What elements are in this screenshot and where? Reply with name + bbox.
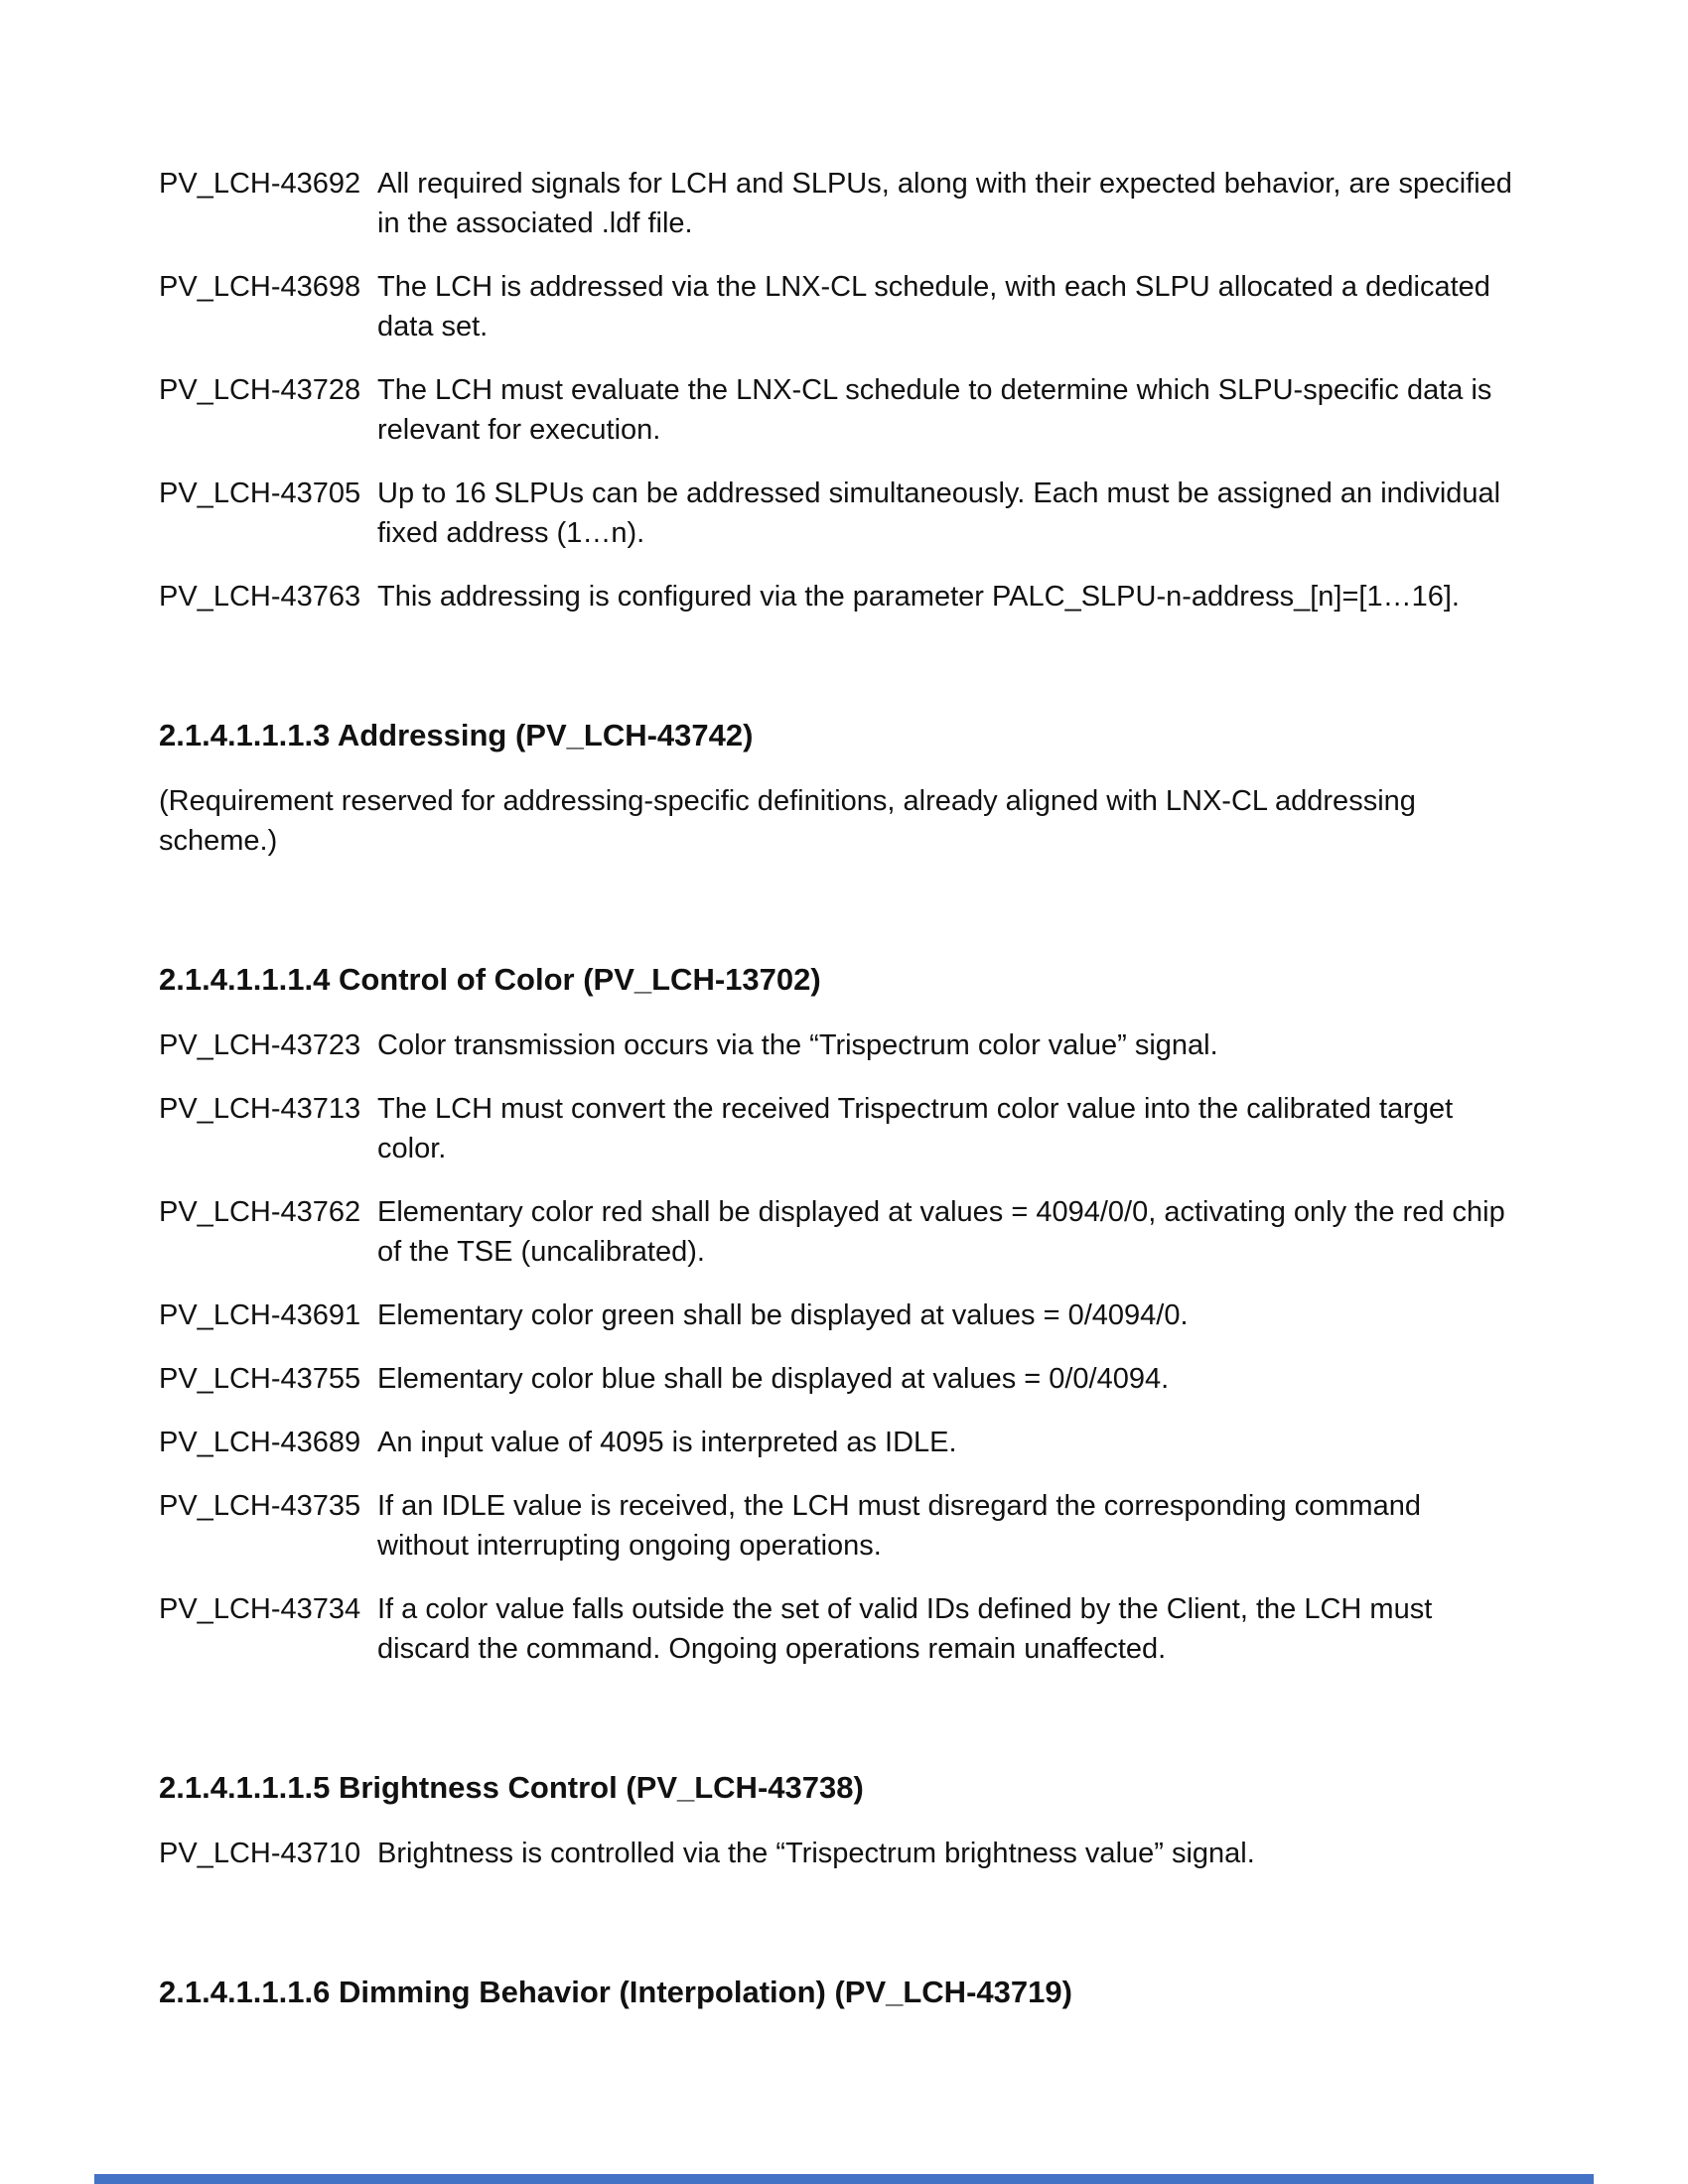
requirement-row — [159, 1359, 1529, 1399]
requirement-id: PV_LCH-43763 — [159, 581, 361, 613]
requirement-text: If a color value falls outside the set of valid IDs defined by the Client, the LCH must discard the command. Ongoing operations remain unaffected. — [377, 1593, 1433, 1665]
requirement-text: If an IDLE value is received, the LCH must disregard the corresponding command without interrupting ongoing operations. — [377, 1490, 1421, 1562]
requirement-row — [159, 1296, 1529, 1335]
requirement-text: The LCH must convert the received Trispectrum color value into the calibrated target color. — [377, 1093, 1454, 1164]
section-heading: 2.1.4.1.1.1.4 Control of Color (PV_LCH-13702) — [159, 962, 821, 997]
requirement-id: PV_LCH-43698 — [159, 271, 361, 303]
section-heading: 2.1.4.1.1.1.3 Addressing (PV_LCH-43742) — [159, 718, 754, 752]
requirement-row — [159, 1589, 1529, 1669]
requirement-text: An input value of 4095 is interpreted as IDLE. — [377, 1427, 957, 1458]
requirement-text: The LCH must evaluate the LNX-CL schedule to determine which SLPU-specific data is relevant for execution. — [377, 374, 1492, 446]
requirement-row — [159, 1834, 1529, 1873]
requirement-row — [159, 1423, 1529, 1462]
requirement-id: PV_LCH-43723 — [159, 1029, 361, 1061]
bottom-accent-bar — [94, 2174, 1594, 2184]
requirement-row — [159, 1089, 1529, 1168]
section-heading: 2.1.4.1.1.1.5 Brightness Control (PV_LCH-43738) — [159, 1770, 864, 1805]
requirement-text: Elementary color blue shall be displayed at values = 0/0/4094. — [377, 1363, 1170, 1395]
requirement-id: PV_LCH-43755 — [159, 1363, 361, 1395]
section-heading: 2.1.4.1.1.1.6 Dimming Behavior (Interpolation) (PV_LCH-43719) — [159, 1975, 1072, 2009]
requirement-row — [159, 474, 1529, 553]
requirement-id: PV_LCH-43734 — [159, 1593, 361, 1625]
requirement-row — [159, 164, 1529, 243]
body-paragraph: (Requirement reserved for addressing-specific definitions, already aligned with LNX-CL addressing scheme.) — [159, 785, 1416, 857]
requirement-text: All required signals for LCH and SLPUs, along with their expected behavior, are specified in the associated .ldf file. — [377, 168, 1512, 239]
requirement-text: This addressing is configured via the parameter PALC_SLPU-n-address_[n]=[1…16]. — [377, 581, 1460, 613]
requirement-id: PV_LCH-43705 — [159, 478, 361, 509]
requirement-text: Brightness is controlled via the “Trispectrum brightness value” signal. — [377, 1838, 1255, 1869]
requirement-row — [159, 1025, 1529, 1065]
requirement-text: Color transmission occurs via the “Trispectrum color value” signal. — [377, 1029, 1218, 1061]
requirement-id: PV_LCH-43713 — [159, 1093, 361, 1125]
requirement-id: PV_LCH-43689 — [159, 1427, 361, 1458]
requirement-row — [159, 267, 1529, 346]
requirement-text: Elementary color green shall be displayed at values = 0/4094/0. — [377, 1299, 1189, 1331]
requirement-text: Elementary color red shall be displayed at values = 4094/0/0, activating only the red chip of the TSE (uncalibrated). — [377, 1196, 1505, 1268]
requirement-row — [159, 577, 1529, 616]
requirement-row — [159, 1192, 1529, 1272]
requirement-id: PV_LCH-43728 — [159, 374, 361, 406]
document-content — [159, 164, 1529, 2038]
requirement-id: PV_LCH-43735 — [159, 1490, 361, 1522]
requirement-row — [159, 370, 1529, 450]
requirement-row — [159, 1486, 1529, 1566]
requirement-id: PV_LCH-43692 — [159, 168, 361, 200]
requirement-text: Up to 16 SLPUs can be addressed simultaneously. Each must be assigned an individual fixed address (1…n). — [377, 478, 1501, 549]
requirement-id: PV_LCH-43710 — [159, 1838, 361, 1869]
requirement-id: PV_LCH-43762 — [159, 1196, 361, 1228]
requirement-text: The LCH is addressed via the LNX-CL schedule, with each SLPU allocated a dedicated data set. — [377, 271, 1490, 342]
requirement-id: PV_LCH-43691 — [159, 1299, 361, 1331]
